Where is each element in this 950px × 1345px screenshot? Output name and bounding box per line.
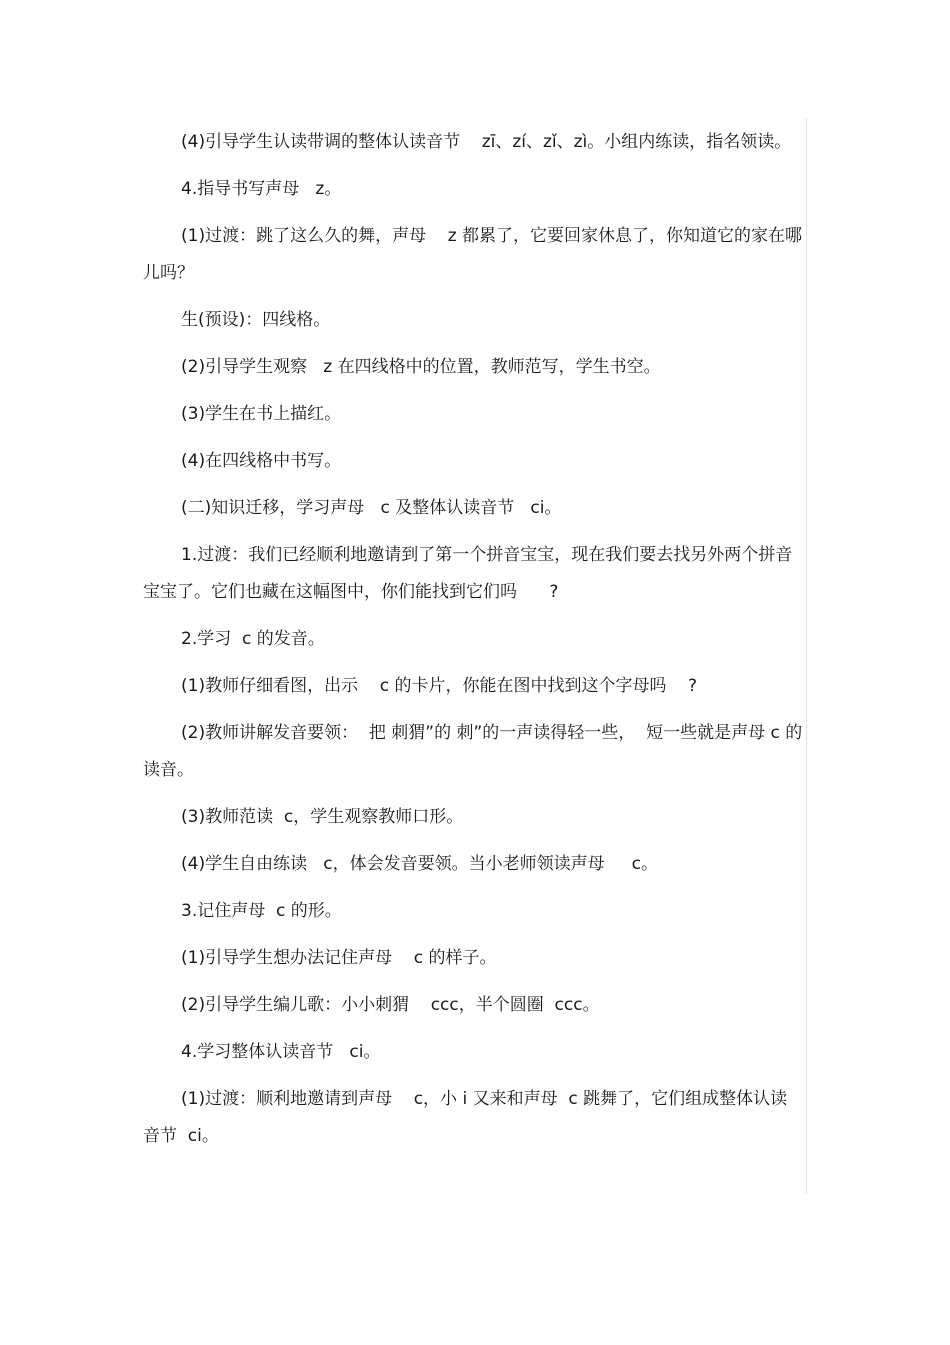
paragraph-19: (1)过渡：顺利地邀请到声母 c，小 i 又来和声母 c 跳舞了，它们组成整体认读音节 ci。	[143, 1089, 788, 1146]
paragraph-18: 4.学习整体认读音节 ci。	[181, 1042, 381, 1062]
paragraph-2: 4.指导书写声母 z。	[181, 179, 342, 199]
paragraph-12: (2)教师讲解发音要领： 把 刺猬”的 刺”的一声读得轻一些， 短一些就是声母 c 的读音。	[143, 723, 803, 780]
paragraph-8: (二)知识迁移，学习声母 c 及整体认读音节 ci。	[181, 498, 562, 518]
document-body	[143, 124, 803, 1165]
paragraph-14: (4)学生自由练读 c，体会发音要领。当小老师领读声母 c。	[181, 854, 659, 874]
paragraph-11: (1)教师仔细看图，出示 c 的卡片，你能在图中找到这个字母吗 ?	[181, 676, 698, 696]
paragraph-16: (1)引导学生想办法记住声母 c 的样子。	[181, 948, 497, 968]
paragraph-9: 1.过渡：我们已经顺利地邀请到了第一个拼音宝宝，现在我们要去找另外两个拼音宝宝了。它们也藏在这幅图中，你们能找到它们吗 ?	[143, 545, 793, 602]
paragraph-5: (2)引导学生观察 z 在四线格中的位置，教师范写，学生书空。	[181, 357, 661, 377]
paragraph-4: 生(预设)：四线格。	[181, 310, 331, 330]
paragraph-3: (1)过渡：跳了这么久的舞，声母 z 都累了，它要回家休息了，你知道它的家在哪儿吗？	[143, 226, 803, 283]
page-edge-rule	[806, 118, 807, 1194]
paragraph-13: (3)教师范读 c，学生观察教师口形。	[181, 807, 464, 827]
paragraph-1: (4)引导学生认读带调的整体认读音节 zī、zí、zǐ、zì。小组内练读，指名领读。	[181, 132, 792, 152]
paragraph-10: 2.学习 c 的发音。	[181, 629, 325, 649]
paragraph-15: 3.记住声母 c 的形。	[181, 901, 342, 921]
paragraph-6: (3)学生在书上描红。	[181, 404, 342, 424]
paragraph-17: (2)引导学生编儿歌：小小刺猬 ccc，半个圆圈 ccc。	[181, 995, 600, 1015]
paragraph-7: (4)在四线格中书写。	[181, 451, 342, 471]
